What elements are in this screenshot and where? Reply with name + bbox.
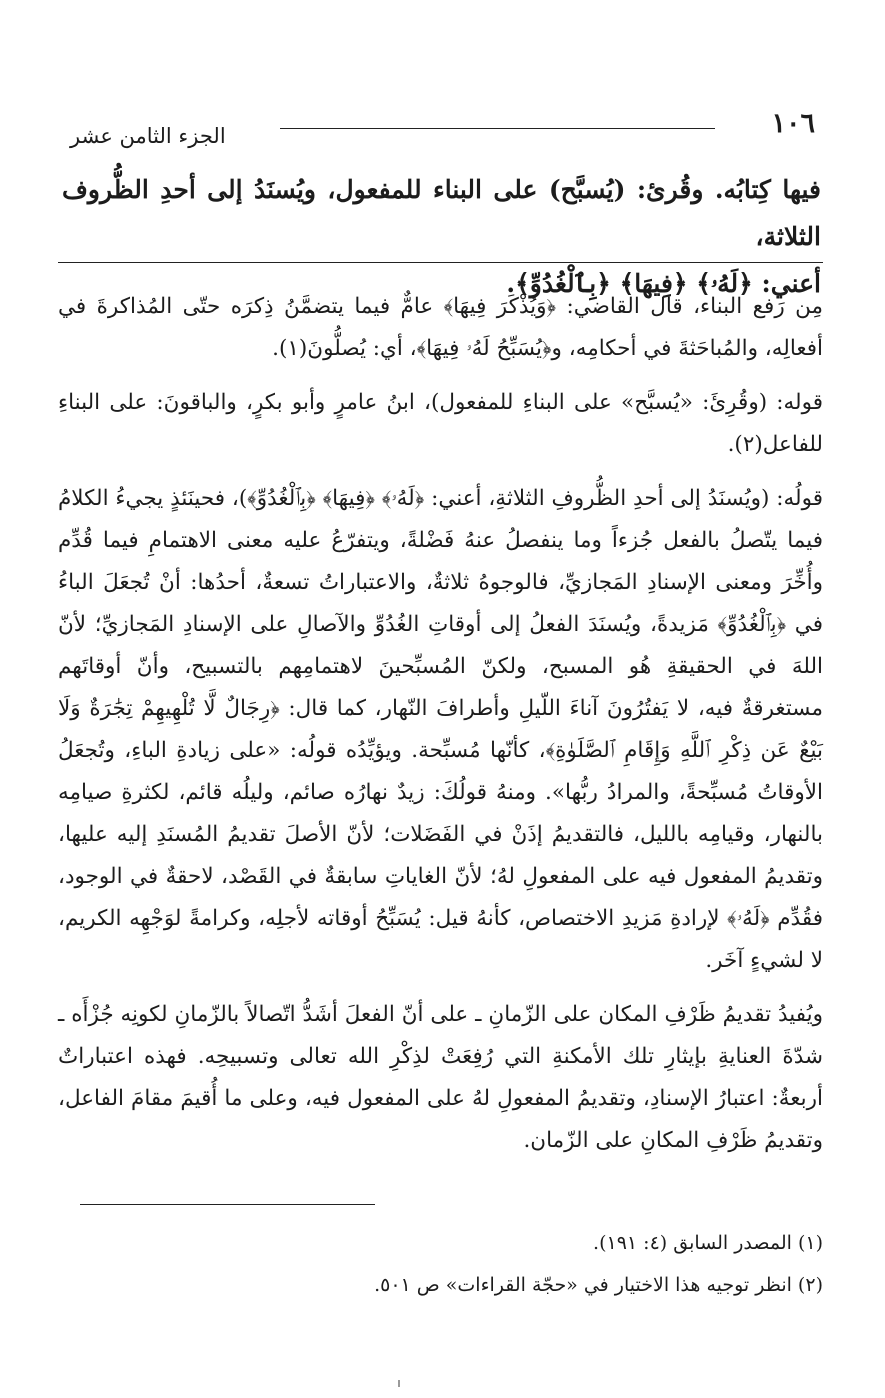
matn-line: فيها كِتابُه. وقُرئ: (يُسبَّح) على البناء للمفعول، ويُسنَدُ إلى أحدِ الظُّروف الثلاثة،	[62, 175, 821, 251]
commentary-paragraph: مِن رَفع البناء، قال القاضي: ﴿وَيُذْكَرَ فِيهَا﴾ عامٌّ فيما يتضمَّنُ ذِكرَه حتّى المُذاكرةَ في أفعالِه، والمُباحَثةَ في أحكامِه، و﴿يُسَبِّحُ لَهُۥ فِيهَا﴾، أي: يُصلُّونَ(١).	[58, 294, 823, 361]
footnote: (١) المصدر السابق (٤: ١٩١).	[593, 1232, 823, 1254]
page-header	[70, 108, 815, 148]
footnote: (٢) انظر توجيه هذا الاختيار في «حجّة القراءات» ص ٥٠١.	[374, 1274, 823, 1296]
commentary-paragraph: قوله: (وقُرِئَ: «يُسبَّح» على البناءِ للمفعول)، ابنُ عامرٍ وأبو بكرٍ، والباقونَ: على البناءِ للفاعل(٢).	[58, 390, 823, 457]
commentary-paragraph: ويُفيدُ تقديمُ ظَرْفِ المكان على الزّمانِ ـ على أنّ الفعلَ أشَدُّ اتّصالاً بالزّمانِ لكونِه جُزْأَه ـ شدّةَ العنايةِ بإيثارِ تلك الأمكنةِ التي رُفِعَتْ لذِكْرِ الله تعالى وتسبيحِه. فهذه اعتباراتٌ أربعةٌ: اعتبارُ الإسنادِ، وتقديمُ المفعولِ لهُ على المفعول فيه، وعلى ما أُقيمَ مقامَ الفاعل، وتقديمُ ظَرْفِ المكانِ على الزّمان.	[58, 1002, 823, 1153]
header-rule	[280, 128, 715, 129]
commentary-paragraph: قولُه: (ويُسنَدُ إلى أحدِ الظُّروفِ الثلاثةِ، أعني: ﴿لَهُۥ﴾ ﴿فِيهَا﴾ ﴿بِٱلْغُدُوِّ﴾)، فحينَئذٍ يجيءُ الكلامُ فيما يتّصلُ بالفعل جُزءاً وما ينفصلُ عنهُ فَضْلةً، ويتفرّعُ عليه معنى الاهتمامِ فيما قُدِّم وأُخِّرَ ومعنى الإسنادِ المَجازيِّ، فالوجوهُ ثلاثةٌ، والاعتباراتُ تسعةٌ، أحدُها: أنْ تُجعَلَ الباءُ في ﴿بِٱلْغُدُوِّ﴾ مَزيدةً، ويُسنَدَ الفعلُ إلى أوقاتِ الغُدُوِّ والآصالِ على الإسنادِ المَجازيِّ؛ لأنّ اللهَ في الحقيقةِ هُو المسبح، ولكنّ المُسبِّحينَ لاهتمامِهم بالتسبيح، وأنّ أوقاتَهم مستغرقةٌ فيه، لا يَفتُرُونَ آناءَ اللّيلِ وأطرافَ النّهار، كما قال: ﴿رِجَالٌ لَّا تُلْهِيهِمْ تِجَٰرَةٌ وَلَا بَيْعٌ عَن ذِكْرِ ٱللَّهِ وَإِقَامِ ٱلصَّلَوٰةِ﴾، كأنّها مُسبِّحة. ويؤيِّدُه قولُه: «على زيادةِ الباءِ، وتُجعَلُ الأوقاتُ مُسبِّحةً، والمرادُ ربُّها». ومنهُ قولُكَ: زيدٌ نهارُه صائم، وليلُه قائم، لكثرةِ صيامِه بالنهار، وقيامِه بالليل، فالتقديمُ إذَنْ في الفَضَلات؛ لأنّ الأصلَ تقديمُ المُسنَدِ إليه عليها، وتقديمُ المفعول فيه على المفعولِ لهُ؛ لأنّ الغاياتِ سابقةٌ في القَصْد، لاحقةٌ في الوجود، فقُدِّم ﴿لَهُۥ﴾ لإرادةِ مَزيدِ الاختصاص، كأنهُ قيل: يُسَبِّحُ أوقاته لأجلِه، وكرامةً لوَجْهِه الكريم، لا لشيءٍ آخَر.	[58, 486, 824, 973]
commentary	[58, 286, 823, 1174]
matn-line: أعني: ﴿لَهُۥ﴾ ﴿فِيهَا﴾ ﴿بِٱلْغُدُوِّ﴾.	[506, 269, 821, 298]
page-number: ١٠٦	[771, 108, 815, 139]
footnotes	[62, 1222, 823, 1306]
running-title: الجزء الثامن عشر	[70, 124, 226, 148]
scan-mark	[398, 1380, 400, 1387]
matn-divider	[58, 262, 823, 263]
footnote-divider	[80, 1204, 375, 1205]
